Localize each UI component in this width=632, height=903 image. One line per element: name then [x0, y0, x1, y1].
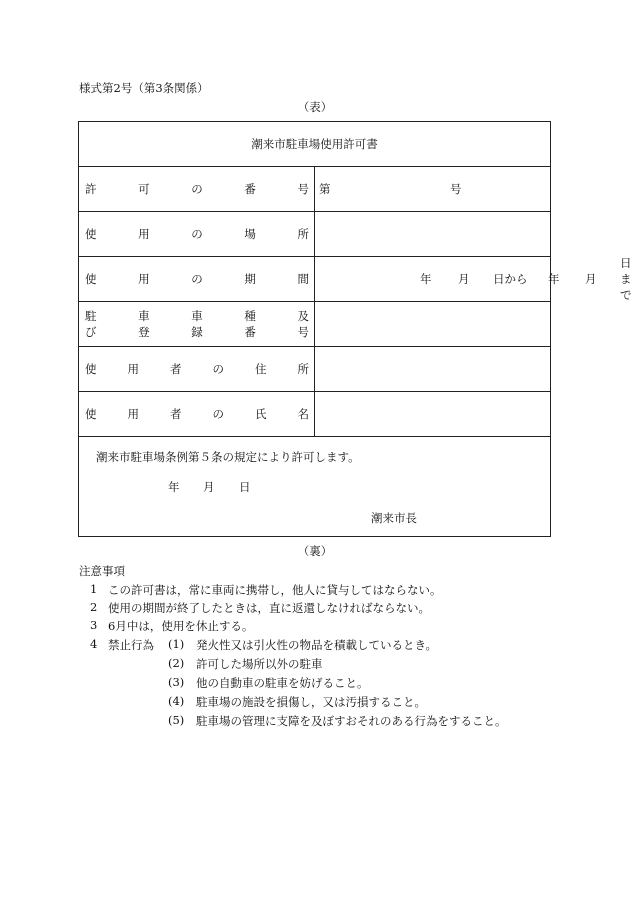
label-char: 番: [244, 325, 256, 339]
label-char: 使: [85, 272, 97, 286]
label-char: 用: [138, 227, 150, 241]
note-text: 使用の期間が終了したときは，直に返還しなければならない。: [108, 601, 430, 615]
permit-number-label: [79, 167, 315, 212]
period-end-year: 年: [548, 272, 560, 286]
prohibited-number: (3): [168, 675, 185, 689]
name-label: [79, 392, 315, 437]
prohibited-text: 許可した場所以外の駐車: [196, 657, 323, 671]
front-side-label: （表）: [297, 100, 333, 114]
label-char: 及: [297, 309, 309, 323]
label-char: 者: [170, 362, 182, 376]
vehicle-label: [79, 302, 315, 347]
prohibited-text: 駐車場の管理に支障を及ぼすおそれのある行為をすること。: [196, 714, 507, 728]
label-char: 住: [255, 362, 267, 376]
address-row: [79, 347, 551, 392]
location-label: [79, 212, 315, 257]
permit-number-suffix: 号: [450, 182, 462, 196]
label-char: 名: [297, 407, 309, 421]
location-row: [79, 212, 551, 257]
permit-number-field[interactable]: [315, 167, 551, 212]
location-field[interactable]: [315, 212, 551, 257]
label-char: 種: [244, 309, 256, 323]
label-char: 所: [297, 227, 309, 241]
label-char: 使: [85, 362, 97, 376]
address-label: [79, 347, 315, 392]
note-number: 3: [90, 618, 98, 632]
permit-number-prefix: 第: [319, 182, 331, 196]
title-row: [79, 122, 551, 167]
address-field[interactable]: [315, 347, 551, 392]
label-char: 車: [138, 309, 150, 323]
label-char: 可: [138, 182, 150, 196]
prohibited-number: (5): [168, 713, 185, 727]
permit-form-table: [78, 121, 632, 537]
label-char: 用: [138, 272, 150, 286]
label-char: 用: [127, 362, 139, 376]
label-char: び: [85, 325, 97, 339]
prohibited-text: 発火性又は引火性の物品を積載しているとき。: [196, 638, 438, 652]
period-start-year: 年: [420, 272, 432, 286]
period-start-day: 日から: [493, 272, 528, 286]
note-number: 2: [90, 600, 98, 614]
label-char: 使: [85, 407, 97, 421]
prohibited-number: (1): [168, 637, 185, 651]
label-char: 期: [244, 272, 256, 286]
vehicle-field[interactable]: [315, 302, 551, 347]
prohibited-number: (4): [168, 694, 185, 708]
issuer-name: 潮来市長: [371, 511, 417, 525]
name-field[interactable]: [315, 392, 551, 437]
label-char: 録: [191, 325, 203, 339]
label-char: 間: [297, 272, 309, 286]
label-char: 使: [85, 227, 97, 241]
notes-heading: 注意事項: [79, 564, 125, 578]
note-text: 禁止行為: [108, 638, 154, 652]
label-char: の: [191, 272, 203, 286]
issue-date-year: 年: [168, 480, 180, 494]
label-char: 登: [138, 325, 150, 339]
label-char: 駐: [85, 309, 97, 323]
label-char: の: [212, 407, 224, 421]
note-text: この許可書は，常に車両に携帯し，他人に貸与してはならない。: [108, 583, 442, 597]
permit-number-row: [79, 167, 551, 212]
period-end-day: 日まで: [620, 256, 632, 302]
period-field[interactable]: [315, 256, 632, 302]
form-number-label: 様式第2号（第3条関係）: [79, 81, 209, 95]
label-char: 番: [244, 182, 256, 196]
label-char: 場: [244, 227, 256, 241]
prohibited-text: 他の自動車の駐車を妨げること。: [196, 676, 369, 690]
label-char: 号: [297, 182, 309, 196]
label-char: 許: [85, 182, 97, 196]
prohibited-text: 駐車場の施設を損傷し，又は汚損すること。: [196, 695, 426, 709]
back-side-label: （裏）: [297, 544, 333, 558]
label-char: 号: [297, 325, 309, 339]
issue-date-month: 月: [203, 480, 215, 494]
label-char: の: [191, 182, 203, 196]
authorization-cell: [79, 437, 551, 537]
label-char: 所: [297, 362, 309, 376]
period-row: [79, 257, 551, 302]
label-char: の: [212, 362, 224, 376]
note-number: 1: [90, 582, 98, 596]
label-char: 車: [191, 309, 203, 323]
authorization-statement: 潮来市駐車場条例第５条の規定により許可します。: [96, 450, 360, 464]
form-title: 潮来市駐車場使用許可書: [79, 122, 551, 167]
vehicle-row: [79, 302, 551, 347]
period-end-month: 月: [585, 272, 597, 286]
label-char: 者: [170, 407, 182, 421]
note-text: 6月中は，使用を休止する。: [108, 619, 254, 633]
name-row: [79, 392, 551, 437]
label-char: 用: [127, 407, 139, 421]
prohibited-number: (2): [168, 656, 185, 670]
period-start-month: 月: [458, 272, 470, 286]
issue-date-day: 日: [239, 480, 251, 494]
authorization-row: [79, 437, 551, 537]
period-label: [79, 257, 315, 302]
note-number: 4: [90, 637, 98, 651]
label-char: の: [191, 227, 203, 241]
label-char: 氏: [255, 407, 267, 421]
